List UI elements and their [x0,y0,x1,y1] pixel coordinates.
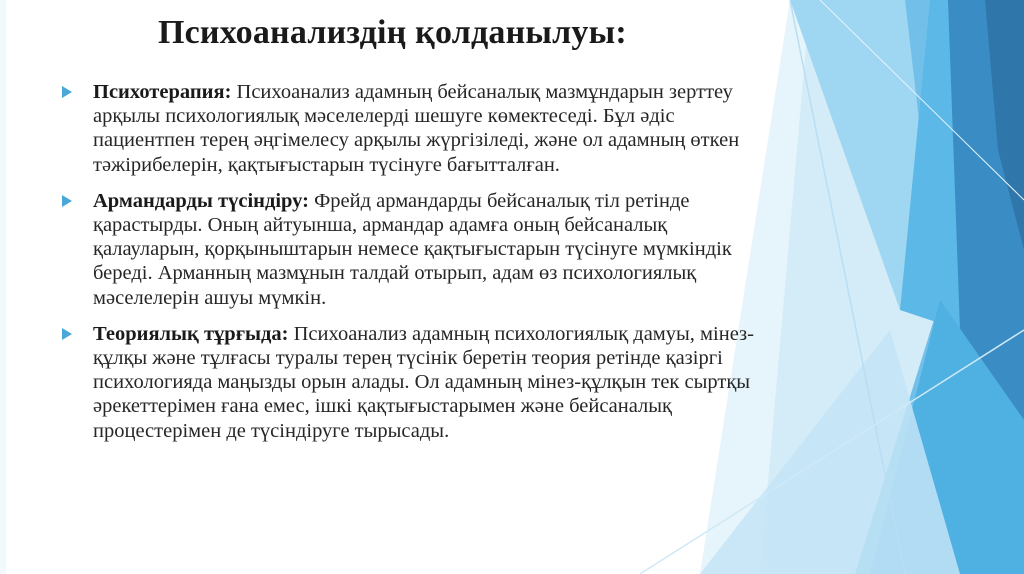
bullet-text: Психоанализ адамның психологиялық дамуы, мінез-құлқы және тұлғасы туралы терең түсінік беретін теория ретінде қазіргі психологияда маңызды орын алады. Ол адамның мінез-құлқын тек сыртқы әрекеттерімен ғана емес, ішкі қақтығыстарымен және бейсаналық процестерімен де түсіндіруге тырысады. [93,322,754,442]
bullet-item-psychotherapy [62,80,770,177]
bullet-text: Психоанализ адамның бейсаналық мазмұндарын зерттеу арқылы психологиялық мәселелерді шешуге көмектеседі. Бұл әдіс пациентпен терең әңгімелесу арқылы жүргізіледі, және ол адамның өткен тәжірибелерін, қақтығыстарын түсінуге бағытталған. [93,81,740,176]
bullet-arrow-icon [62,86,72,98]
bullet-arrow-icon [62,328,72,340]
slide-title: Психоанализдің қолданылуы: [158,14,627,51]
bullet-item-theoretical [62,322,770,443]
bullet-arrow-icon [62,195,72,207]
left-edge-strip [0,0,6,574]
bullet-text: Фрейд армандарды бейсаналық тіл ретінде қарастырды. Оның айтуынша, армандар адамға оның бейсаналық қалауларын, қорқыныштарын немесе қақтығыстарын түсінуге мүмкіндік береді. Арманның мазмұнын талдай отырып, адам өз психологиялық мәселелерін ашуы мүмкін. [93,189,732,309]
bullet-term: Армандарды түсіндіру: [93,189,309,212]
bullet-list [62,80,770,455]
bullet-item-dream-interpretation [62,189,770,310]
bullet-term: Теориялық тұрғыда: [93,322,289,345]
bullet-term: Психотерапия: [93,81,232,103]
